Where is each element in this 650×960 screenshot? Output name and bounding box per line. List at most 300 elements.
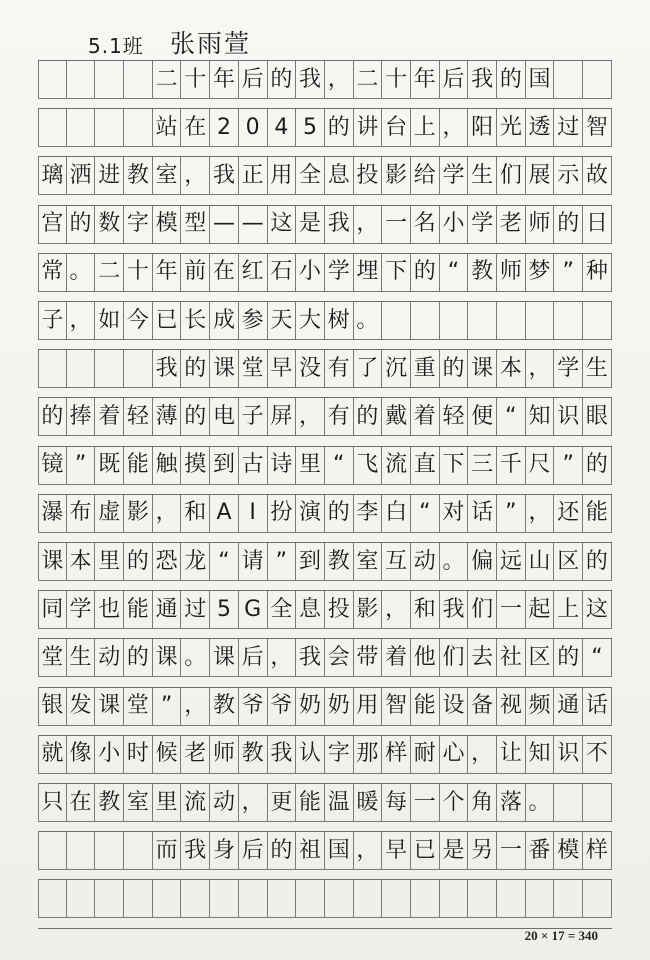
grid-cell: 既 [95, 447, 124, 485]
grid-cell: 智 [382, 688, 411, 726]
grid-cell [497, 880, 526, 918]
grid-cell: 着 [411, 398, 440, 436]
grid-cell: 的 [268, 832, 297, 870]
grid-cell: 影 [354, 591, 383, 629]
grid-cell: 奶 [296, 688, 325, 726]
grid-cell: 能 [411, 688, 440, 726]
grid-cell: ， [526, 495, 555, 533]
grid-cell: 发 [67, 688, 96, 726]
grid-cell: 的 [554, 206, 583, 244]
grid-cell: 心 [440, 736, 469, 774]
grid-cell: 。 [440, 543, 469, 581]
grid-cell [67, 832, 96, 870]
grid-cell: 教 [124, 157, 153, 195]
grid-cell: 番 [526, 832, 555, 870]
grid-cell: 流 [382, 447, 411, 485]
grid-cell: 影 [382, 157, 411, 195]
grid-cell: 电 [210, 398, 239, 436]
grid-cell: ， [153, 495, 182, 533]
grid-cell: 通 [554, 688, 583, 726]
grid-cell [296, 880, 325, 918]
grid-cell: 红 [239, 254, 268, 292]
grid-cell: 的 [440, 350, 469, 388]
grid-cell: 触 [153, 447, 182, 485]
grid-cell: 爷 [239, 688, 268, 726]
grid-cell: 设 [440, 688, 469, 726]
grid-cell: 沉 [382, 350, 411, 388]
grid-cell: 师 [497, 254, 526, 292]
grid-cell: 种 [583, 254, 612, 292]
grid-cell [181, 880, 210, 918]
grid-row [38, 301, 612, 350]
grid-row [38, 205, 612, 254]
grid-cell [38, 109, 67, 147]
grid-cell: 动 [95, 639, 124, 677]
grid-cell: 进 [95, 157, 124, 195]
grid-cell [554, 784, 583, 822]
grid-cell: 老 [497, 206, 526, 244]
grid-cell: 的 [325, 109, 354, 147]
grid-cell [268, 880, 297, 918]
grid-cell: 起 [526, 591, 555, 629]
grid-cell: 堂 [38, 639, 67, 677]
grid-cell: 远 [497, 543, 526, 581]
grid-cell: 课 [38, 543, 67, 581]
grid-cell: 虚 [95, 495, 124, 533]
grid-cell [95, 832, 124, 870]
grid-cell: 到 [296, 543, 325, 581]
grid-cell: 光 [497, 109, 526, 147]
grid-cell: 他 [411, 639, 440, 677]
grid-cell: ， [296, 398, 325, 436]
grid-cell: ” [67, 447, 96, 485]
grid-cell: 是 [296, 206, 325, 244]
grid-cell: 全 [268, 591, 297, 629]
grid-cell: 识 [554, 398, 583, 436]
grid-cell: 过 [181, 591, 210, 629]
grid-cell: 已 [411, 832, 440, 870]
grid-cell [95, 61, 124, 99]
grid-cell: 教 [95, 784, 124, 822]
grid-cell: 个 [440, 784, 469, 822]
grid-cell: 台 [382, 109, 411, 147]
grid-cell: 参 [239, 302, 268, 340]
grid-size-note: 20 × 17 = 340 [524, 928, 598, 943]
grid-row [38, 590, 612, 639]
grid-cell: 2 [210, 109, 239, 147]
grid-cell: 的 [38, 398, 67, 436]
grid-cell [554, 880, 583, 918]
grid-cell [411, 880, 440, 918]
grid-cell: ， [181, 688, 210, 726]
grid-cell: 对 [440, 495, 469, 533]
grid-cell: 数 [95, 206, 124, 244]
grid-cell: 的 [181, 398, 210, 436]
grid-cell: 老 [181, 736, 210, 774]
grid-cell: 重 [411, 350, 440, 388]
grid-cell [468, 880, 497, 918]
grid-row [38, 349, 612, 398]
grid-cell: 生 [67, 639, 96, 677]
grid-cell: 这 [268, 206, 297, 244]
grid-row [38, 735, 612, 784]
grid-cell: 诗 [268, 447, 297, 485]
grid-cell: 山 [526, 543, 555, 581]
grid-cell: 偏 [468, 543, 497, 581]
grid-cell: 师 [526, 206, 555, 244]
grid-cell: 十 [124, 254, 153, 292]
grid-cell: 薄 [153, 398, 182, 436]
grid-cell: 十 [382, 61, 411, 99]
grid-cell: 只 [38, 784, 67, 822]
grid-cell: 能 [583, 495, 612, 533]
grid-cell: 知 [526, 398, 555, 436]
grid-cell: 的 [181, 350, 210, 388]
grid-cell: 没 [296, 350, 325, 388]
grid-cell: 瀑 [38, 495, 67, 533]
grid-cell: 故 [583, 157, 612, 195]
grid-cell [239, 880, 268, 918]
grid-cell: 眼 [583, 398, 612, 436]
grid-cell: 影 [124, 495, 153, 533]
grid-cell: 同 [38, 591, 67, 629]
grid-cell: 捧 [67, 398, 96, 436]
grid-cell: 在 [181, 109, 210, 147]
grid-cell: 课 [210, 639, 239, 677]
grid-cell: 银 [38, 688, 67, 726]
grid-cell [440, 302, 469, 340]
grid-cell: 就 [38, 736, 67, 774]
grid-cell: 三 [468, 447, 497, 485]
grid-cell: 堂 [239, 350, 268, 388]
grid-cell: 站 [153, 109, 182, 147]
grid-cell: 动 [411, 543, 440, 581]
grid-cell: 流 [181, 784, 210, 822]
grid-cell [382, 302, 411, 340]
grid-cell: 能 [124, 447, 153, 485]
grid-cell: 有 [325, 350, 354, 388]
grid-cell [354, 880, 383, 918]
grid-row [38, 783, 612, 832]
grid-cell: 耐 [411, 736, 440, 774]
grid-cell: 课 [468, 350, 497, 388]
grid-cell: 温 [325, 784, 354, 822]
grid-cell: 透 [526, 109, 555, 147]
grid-cell: 我 [181, 832, 210, 870]
grid-cell [124, 61, 153, 99]
grid-cell: ， [382, 591, 411, 629]
grid-cell: 爷 [268, 688, 297, 726]
grid-cell: 息 [325, 157, 354, 195]
grid-cell: 投 [325, 591, 354, 629]
grid-cell: 教 [210, 688, 239, 726]
grid-row [38, 638, 612, 687]
grid-cell: ， [354, 832, 383, 870]
grid-cell: “ [583, 639, 612, 677]
grid-cell: 。 [181, 639, 210, 677]
grid-cell: 过 [554, 109, 583, 147]
grid-cell: 一 [411, 784, 440, 822]
grid-cell: “ [325, 447, 354, 485]
grid-cell: G [239, 591, 268, 629]
grid-cell: 请 [239, 543, 268, 581]
grid-cell [583, 302, 612, 340]
grid-cell: 知 [526, 736, 555, 774]
grid-cell: 了 [354, 350, 383, 388]
grid-cell: 0 [239, 109, 268, 147]
grid-cell: ， [239, 784, 268, 822]
grid-cell: 型 [181, 206, 210, 244]
grid-cell: 的 [67, 206, 96, 244]
grid-cell [67, 880, 96, 918]
grid-cell: 梦 [526, 254, 555, 292]
grid-cell: ， [181, 157, 210, 195]
grid-cell: 4 [268, 109, 297, 147]
grid-cell: 下 [440, 447, 469, 485]
grid-cell [554, 61, 583, 99]
grid-cell [411, 302, 440, 340]
grid-cell: 像 [67, 736, 96, 774]
grid-cell: 上 [411, 109, 440, 147]
grid-cell: 。 [526, 784, 555, 822]
grid-cell: 二 [354, 61, 383, 99]
grid-cell: 成 [210, 302, 239, 340]
grid-cell: 一 [497, 832, 526, 870]
grid-cell: 龙 [181, 543, 210, 581]
grid-cell: 暖 [354, 784, 383, 822]
grid-cell: 正 [239, 157, 268, 195]
grid-cell: 5 [296, 109, 325, 147]
grid-cell: 的 [583, 447, 612, 485]
grid-cell: 给 [411, 157, 440, 195]
grid-cell: 里 [296, 447, 325, 485]
grid-cell: 生 [583, 350, 612, 388]
grid-cell: 我 [468, 61, 497, 99]
grid-cell: 视 [497, 688, 526, 726]
grid-cell: 天 [268, 302, 297, 340]
grid-cell [440, 880, 469, 918]
grid-cell: 模 [554, 832, 583, 870]
grid-cell: 备 [468, 688, 497, 726]
grid-row [38, 446, 612, 495]
grid-cell: 这 [583, 591, 612, 629]
grid-cell: 角 [468, 784, 497, 822]
grid-cell: 我 [268, 736, 297, 774]
student-name: 张雨萱 [170, 29, 252, 58]
grid-cell: ” [497, 495, 526, 533]
grid-cell: “ [440, 254, 469, 292]
grid-cell: 轻 [440, 398, 469, 436]
grid-cell [153, 880, 182, 918]
grid-cell [210, 880, 239, 918]
grid-cell: 镜 [38, 447, 67, 485]
grid-cell: 动 [210, 784, 239, 822]
grid-cell: 用 [268, 157, 297, 195]
grid-cell [583, 880, 612, 918]
grid-cell: 用 [354, 688, 383, 726]
grid-cell: 国 [325, 832, 354, 870]
grid-cell: 学 [554, 350, 583, 388]
grid-cell: 的 [268, 61, 297, 99]
grid-cell: 上 [554, 591, 583, 629]
grid-row [38, 687, 612, 736]
grid-cell: 祖 [296, 832, 325, 870]
grid-cell: 埋 [354, 254, 383, 292]
grid-cell: 能 [296, 784, 325, 822]
grid-cell [526, 302, 555, 340]
grid-cell: 样 [382, 736, 411, 774]
grid-cell: 本 [497, 350, 526, 388]
grid-cell: 飞 [354, 447, 383, 485]
grid-cell: 让 [497, 736, 526, 774]
grid-cell: 的 [554, 639, 583, 677]
grid-cell [554, 302, 583, 340]
grid-cell: “ [497, 398, 526, 436]
grid-row [38, 253, 612, 302]
grid-cell: 小 [296, 254, 325, 292]
grid-cell: 和 [411, 591, 440, 629]
grid-cell: 带 [354, 639, 383, 677]
grid-cell: 子 [239, 398, 268, 436]
grid-cell: ， [268, 639, 297, 677]
grid-cell: 屏 [268, 398, 297, 436]
grid-cell: 更 [268, 784, 297, 822]
grid-cell: 戴 [382, 398, 411, 436]
grid-cell [526, 880, 555, 918]
grid-cell: 能 [124, 591, 153, 629]
grid-cell: 。 [67, 254, 96, 292]
grid-cell: 们 [468, 591, 497, 629]
grid-cell: 国 [526, 61, 555, 99]
grid-cell [67, 61, 96, 99]
grid-cell: 样 [583, 832, 612, 870]
grid-cell: 年 [411, 61, 440, 99]
grid-cell [67, 109, 96, 147]
grid-cell: 每 [382, 784, 411, 822]
grid-cell: 后 [239, 832, 268, 870]
grid-cell: 二 [153, 61, 182, 99]
grid-cell [497, 302, 526, 340]
grid-cell: 课 [210, 350, 239, 388]
grid-row [38, 831, 612, 880]
grid-cell: 展 [526, 157, 555, 195]
grid-cell: 的 [124, 543, 153, 581]
grid-cell: 前 [181, 254, 210, 292]
grid-cell: 我 [153, 350, 182, 388]
grid-cell: A [210, 495, 239, 533]
grid-cell [124, 832, 153, 870]
grid-cell: 也 [95, 591, 124, 629]
grid-cell: ， [354, 206, 383, 244]
grid-cell: 日 [583, 206, 612, 244]
grid-cell: ” [554, 254, 583, 292]
grid-cell: ， [440, 109, 469, 147]
grid-cell: 识 [554, 736, 583, 774]
grid-cell [325, 880, 354, 918]
grid-cell [38, 880, 67, 918]
grid-cell: 话 [583, 688, 612, 726]
grid-cell: 师 [210, 736, 239, 774]
grid-cell: 的 [354, 398, 383, 436]
grid-cell: 堂 [124, 688, 153, 726]
grid-cell: 年 [153, 254, 182, 292]
grid-cell: 名 [411, 206, 440, 244]
grid-cell: 投 [354, 157, 383, 195]
grid-cell: 5 [210, 591, 239, 629]
grid-cell: 的 [583, 543, 612, 581]
grid-row [38, 60, 612, 109]
grid-cell: 教 [239, 736, 268, 774]
grid-cell: 频 [526, 688, 555, 726]
grid-cell: 全 [296, 157, 325, 195]
grid-cell: 室 [124, 784, 153, 822]
grid-cell: 尺 [526, 447, 555, 485]
grid-cell: ” [153, 688, 182, 726]
grid-cell [124, 109, 153, 147]
grid-cell: 今 [124, 302, 153, 340]
grid-cell: 室 [153, 157, 182, 195]
grid-cell: 后 [239, 639, 268, 677]
grid-cell: 模 [153, 206, 182, 244]
grid-cell: 还 [554, 495, 583, 533]
grid-cell: 时 [124, 736, 153, 774]
grid-cell: 另 [468, 832, 497, 870]
grid-cell: 我 [210, 157, 239, 195]
grid-cell: “ [210, 543, 239, 581]
grid-cell: “ [411, 495, 440, 533]
grid-cell [382, 880, 411, 918]
grid-cell: 认 [296, 736, 325, 774]
grid-cell: 十 [181, 61, 210, 99]
grid-cell: 便 [468, 398, 497, 436]
grid-cell: 教 [325, 543, 354, 581]
grid-cell: 的 [497, 61, 526, 99]
grid-cell [583, 784, 612, 822]
grid-cell: 学 [440, 157, 469, 195]
grid-cell: 课 [153, 639, 182, 677]
grid-cell: 阳 [468, 109, 497, 147]
grid-cell: 布 [67, 495, 96, 533]
grid-cell: 不 [583, 736, 612, 774]
grid-cell: 示 [554, 157, 583, 195]
grid-cell: 我 [296, 61, 325, 99]
grid-cell: 摸 [181, 447, 210, 485]
grid-cell: 奶 [325, 688, 354, 726]
grid-cell: ， [325, 61, 354, 99]
grid-cell: ， [526, 350, 555, 388]
grid-row [38, 542, 612, 591]
grid-cell [67, 350, 96, 388]
grid-cell: 轻 [124, 398, 153, 436]
grid-cell: 的 [411, 254, 440, 292]
grid-cell [124, 350, 153, 388]
grid-cell: 后 [239, 61, 268, 99]
grid-cell: 息 [296, 591, 325, 629]
grid-cell: 一 [382, 206, 411, 244]
grid-cell: 着 [382, 639, 411, 677]
grid-cell: 本 [67, 543, 96, 581]
grid-cell [468, 302, 497, 340]
grid-cell: 的 [124, 639, 153, 677]
grid-cell: I [239, 495, 268, 533]
grid-cell: 常 [38, 254, 67, 292]
grid-cell: 后 [440, 61, 469, 99]
grid-row [38, 397, 612, 446]
grid-cell: 们 [497, 157, 526, 195]
grid-cell: 如 [95, 302, 124, 340]
grid-cell: ” [268, 543, 297, 581]
grid-cell: 。 [354, 302, 383, 340]
